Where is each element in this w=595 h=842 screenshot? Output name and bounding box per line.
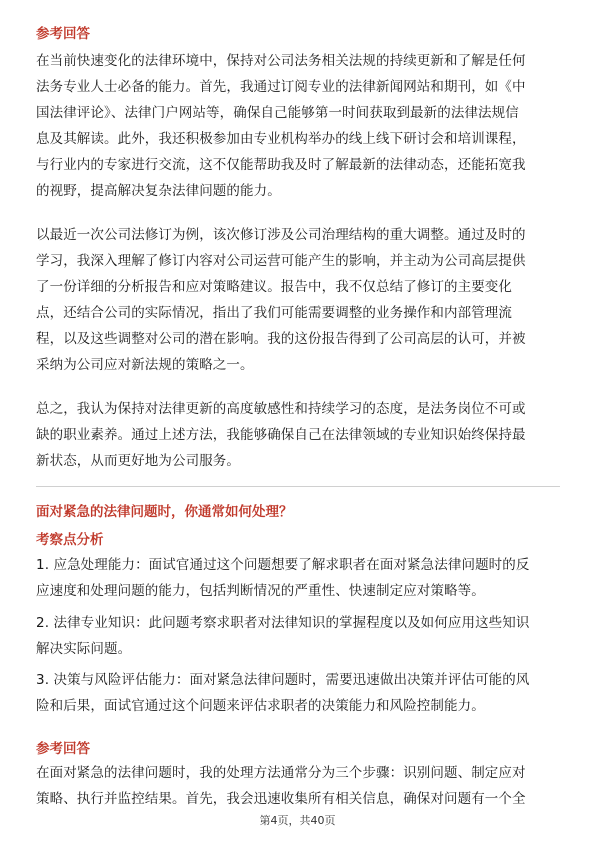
text-line: 点，还结合公司的实际情况，指出了我们可能需要调整的业务操作和内部管理流 [36,305,512,321]
text-line: 国法律评论》、法律门户网站等，确保自己能够第一时间获取到最新的法律法规信 [36,105,519,121]
text-line: 的视野，提高解决复杂法律问题的能力。 [36,183,281,199]
reference-answer-heading: 参考回答 [36,26,90,42]
text-line: 学习，我深入理解了修订内容对公司运营可能产生的影响，并主动为公司高层提供 [36,253,526,269]
text-line: 以最近一次公司法修订为例，该次修订涉及公司治理结构的重大调整。通过及时的 [36,227,526,243]
text-line: 法务专业人士必备的能力。首先，我通过订阅专业的法律新闻网站和期刊，如《中 [36,79,526,95]
text-line: 在面对紧急的法律问题时，我的处理方法通常分为三个步骤：识别问题、制定应对 [36,765,526,781]
text-line: 1. 应急处理能力：面试官通过这个问题想要了解求职者在面对紧急法律问题时的反 [36,557,530,573]
text-line: 程，以及这些调整对公司的潜在影响。我的这份报告得到了公司高层的认可，并被 [36,331,526,347]
reference-answer-heading-2: 参考回答 [36,741,90,757]
text-line: 应速度和处理问题的能力，包括判断情况的严重性、快速制定应对策略等。 [36,583,485,599]
text-line: 与行业内的专家进行交流，这不仅能帮助我及时了解最新的法律动态，还能拓宽我 [36,157,526,173]
text-line: 2. 法律专业知识：此问题考察求职者对法律知识的掌握程度以及如何应用这些知识 [36,615,530,631]
answer-paragraph-4 [36,760,560,812]
text-line: 解决实际问题。 [36,641,132,657]
analysis-point-2 [36,610,560,662]
text-line: 新状态，从而更好地为公司服务。 [36,453,240,469]
text-line: 缺的职业素养。通过上述方法，我能够确保自己在法律领域的专业知识始终保持最 [36,427,526,443]
text-line: 3. 决策与风险评估能力：面对紧急法律问题时，需要迅速做出决策并评估可能的风 [36,672,530,688]
text-line: 总之，我认为保持对法律更新的高度敏感性和持续学习的态度，是法务岗位不可或 [36,401,526,417]
text-line: 了一份详细的分析报告和应对策略建议。报告中，我不仅总结了修订的主要变化 [36,279,512,295]
text-line: 采纳为公司应对新法规的策略之一。 [36,357,254,373]
analysis-heading: 考察点分析 [36,532,104,548]
answer-paragraph-2 [36,222,560,378]
analysis-point-1 [36,552,560,604]
text-line: 息及其解读。此外，我还积极参加由专业机构举办的线上线下研讨会和培训课程， [36,131,526,147]
analysis-point-3 [36,667,560,719]
text-line: 策略、执行并监控结果。首先，我会迅速收集所有相关信息，确保对问题有一个全 [36,791,526,807]
question-title: 面对紧急的法律问题时，你通常如何处理？ [36,504,293,520]
text-line: 在当前快速变化的法律环境中，保持对公司法务相关法规的持续更新和了解是任何 [36,53,526,69]
page-number-footer: 第4页，共40页 [259,814,336,827]
answer-paragraph-1 [36,48,560,204]
answer-paragraph-3 [36,396,560,474]
text-line: 险和后果，面试官通过这个问题来评估求职者的决策能力和风险控制能力。 [36,698,485,714]
section-divider [36,486,560,487]
